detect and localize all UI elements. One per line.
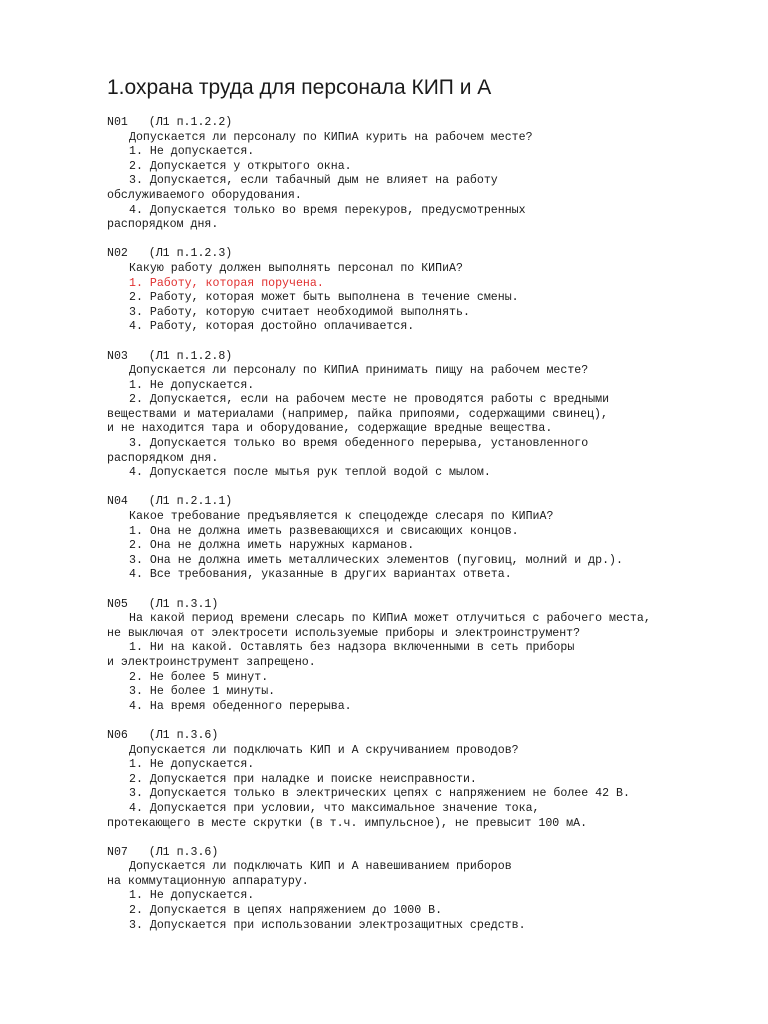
answer-line: 3. Допускается только во время обеденного перерыва, установленного [129, 437, 589, 451]
question-text: Какую работу должен выполнять персонал по КИПиА? [129, 261, 463, 275]
answer-line: 2. Допускается, если на рабочем месте не проводятся работы с вредными [129, 393, 610, 407]
question-list [107, 116, 762, 948]
answer-line: 4. Работу, которая достойно оплачивается. [129, 320, 415, 334]
answer-line: 3. Допускается только в электрических цепях с напряжением не более 42 В. [129, 787, 630, 801]
question-block [107, 729, 762, 831]
question-header: N05 (Л1 п.3.1) [107, 597, 219, 611]
answer-line: обслуживаемого оборудования. [107, 188, 302, 202]
answer-line: 1. Не допускается. [129, 145, 255, 159]
answer-line: 2. Она не должна иметь наружных карманов. [129, 539, 415, 553]
answer-line: 2. Не более 5 минут. [129, 670, 269, 684]
question-text: Допускается ли подключать КИП и А навешиванием приборов [129, 860, 512, 874]
answer-line: и электроинструмент запрещено. [107, 655, 316, 669]
answer-line: распорядком дня. [107, 218, 219, 232]
answer-line: 3. Допускается, если табачный дым не влияет на работу [129, 174, 498, 188]
answer-line: 1. Она не должна иметь развевающихся и свисающих концов. [129, 524, 519, 538]
question-header: N02 (Л1 п.1.2.3) [107, 247, 233, 261]
answer-line: 1. Работу, которая поручена. [129, 276, 324, 290]
question-header: N04 (Л1 п.2.1.1) [107, 495, 233, 509]
answer-line: 3. Она не должна иметь металлических элементов (пуговиц, молний и др.). [129, 553, 623, 567]
answer-line: не выключая от электросети используемые приборы и электроинструмент? [107, 626, 581, 640]
answer-line: 1. Не допускается. [129, 378, 255, 392]
answer-line: 4. На время обеденного перерыва. [129, 699, 352, 713]
answer-line: 4. Допускается только во время перекуров, предусмотренных [129, 203, 526, 217]
question-block [107, 247, 762, 335]
question-block [107, 116, 762, 233]
answer-line: 3. Не более 1 минуты. [129, 685, 276, 699]
answer-line: 1. Ни на какой. Оставлять без надзора включенными в сеть приборы [129, 641, 575, 655]
question-text: Допускается ли персоналу по КИПиА курить на рабочем месте? [129, 130, 533, 144]
answer-line: 3. Допускается при использовании электрозащитных средств. [129, 918, 526, 932]
answer-line: веществами и материалами (например, пайка припоями, содержащими свинец), [107, 407, 608, 421]
answer-line: распорядком дня. [107, 451, 219, 465]
question-text: Допускается ли подключать КИП и А скручиванием проводов? [129, 743, 519, 757]
answer-line: протекающего в месте скрутки (в т.ч. импульсное), не превысит 100 мА. [107, 816, 588, 830]
question-text: Какое требование предъявляется к спецодежде слесаря по КИПиА? [129, 510, 554, 524]
answer-line: 2. Допускается у открытого окна. [129, 159, 352, 173]
question-header: N06 (Л1 п.3.6) [107, 728, 219, 742]
question-block [107, 350, 762, 481]
question-text: На какой период времени слесарь по КИПиА может отлучиться с рабочего места, [129, 612, 651, 626]
answer-line: 2. Работу, которая может быть выполнена в течение смены. [129, 291, 519, 305]
question-block [107, 846, 762, 934]
answer-line: 4. Допускается при условии, что максимальное значение тока, [129, 801, 540, 815]
question-header: N07 (Л1 п.3.6) [107, 845, 219, 859]
answer-line: на коммутационную аппаратуру. [107, 874, 309, 888]
question-block [107, 495, 762, 583]
question-block [107, 598, 762, 715]
answer-line: 4. Допускается после мытья рук теплой водой с мылом. [129, 466, 491, 480]
page-title: 1.охрана труда для персонала КИП и А [107, 76, 492, 99]
answer-line: и не находится тара и оборудование, содержащие вредные вещества. [107, 422, 553, 436]
answer-line: 1. Не допускается. [129, 758, 255, 772]
answer-line: 1. Не допускается. [129, 889, 255, 903]
answer-line: 4. Все требования, указанные в других вариантах ответа. [129, 568, 512, 582]
question-header: N03 (Л1 п.1.2.8) [107, 349, 233, 363]
answer-line: 3. Работу, которую считает необходимой выполнять. [129, 305, 470, 319]
question-text: Допускается ли персоналу по КИПиА принимать пищу на рабочем месте? [129, 364, 589, 378]
question-header: N01 (Л1 п.1.2.2) [107, 116, 233, 129]
answer-line: 2. Допускается в цепях напряжением до 1000 В. [129, 904, 443, 918]
answer-line: 2. Допускается при наладке и поиске неисправности. [129, 772, 477, 786]
